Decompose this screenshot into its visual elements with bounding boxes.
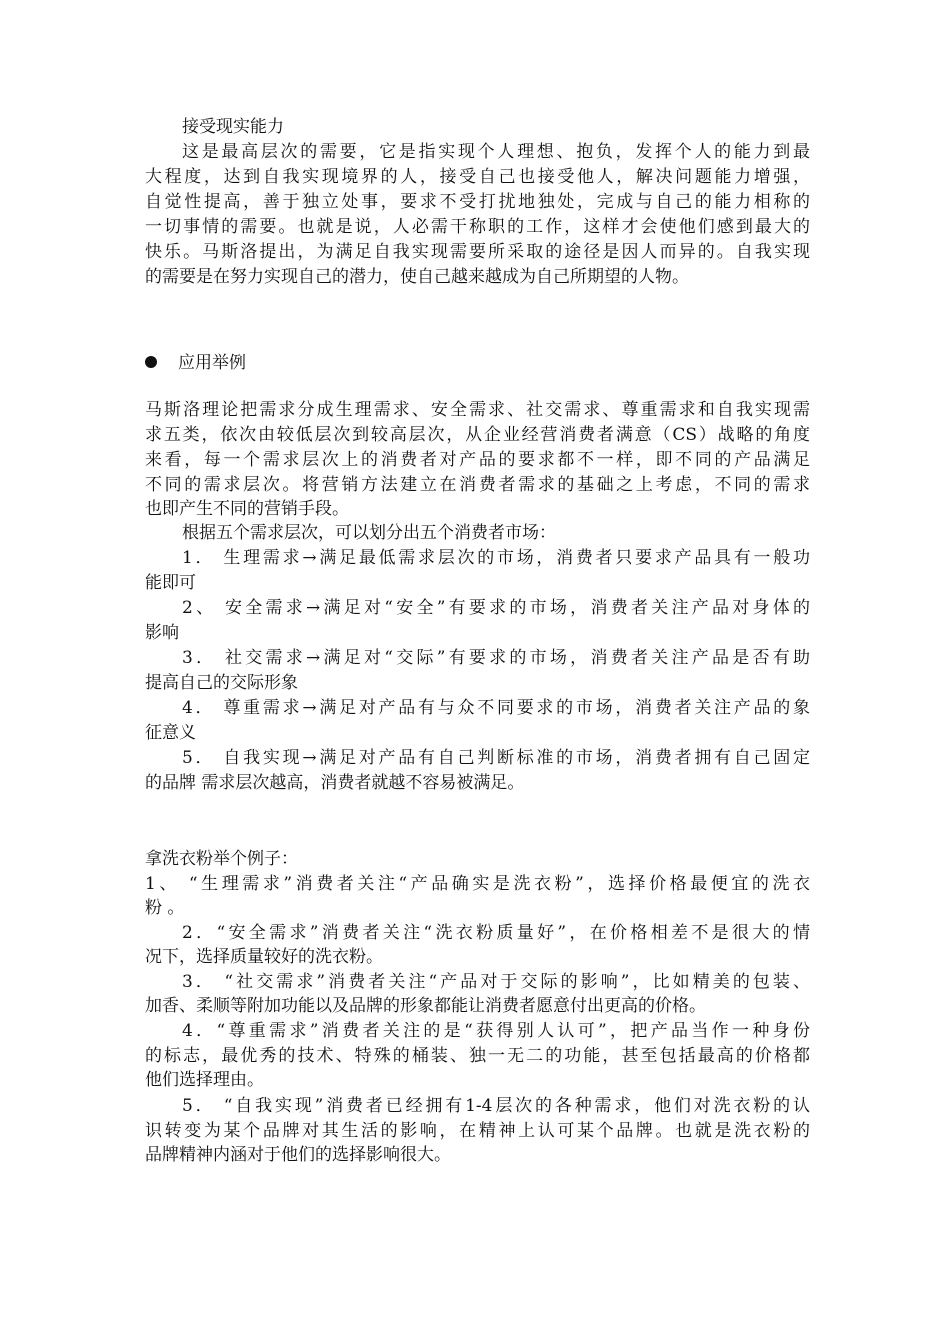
paragraph-line: 来看，每一个需求层次上的消费者对产品的要求都不一样，即不同的产品满足	[145, 450, 810, 470]
paragraph-line: 的需要是在努力实现自己的潜力，使自己越来越成为自己所期望的人物。	[145, 267, 689, 287]
paragraph-line: 马斯洛理论把需求分成生理需求、安全需求、社交需求、尊重需求和自我实现需	[145, 400, 810, 420]
list-item-continuation: 品牌精神内涵对于他们的选择影响很大。	[145, 1145, 451, 1165]
paragraph-line: 求五类，依次由较低层次到较高层次，从企业经营消费者满意（CS）战略的角度	[145, 425, 810, 445]
list-item-continuation: 况下，选择质量较好的洗衣粉。	[145, 947, 383, 967]
list-item-continuation: 的标志，最优秀的技术、特殊的桶装、独一无二的功能，甚至包括最高的价格都	[145, 1046, 810, 1066]
list-item-continuation: 他们选择理由。	[145, 1070, 264, 1090]
list-item: 2．“安全需求”消费者关注“洗衣粉质量好”，在价格相差不是很大的情	[182, 923, 810, 943]
list-item-continuation: 能即可	[145, 573, 196, 593]
paragraph-line: 不同的需求层次。将营销方法建立在消费者需求的基础之上考虑，不同的需求	[145, 475, 810, 495]
list-item-continuation: 征意义	[145, 723, 196, 743]
list-item-continuation: 提高自己的交际形象	[145, 673, 298, 693]
paragraph-line: 这是最高层次的需要，它是指实现个人理想、抱负，发挥个人的能力到最	[182, 142, 810, 162]
paragraph-line: 一切事情的需要。也就是说，人必需干称职的工作，这样才会使他们感到最大的	[145, 217, 810, 237]
list-item: 3． “社交需求”消费者关注“产品对于交际的影响”，比如精美的包装、	[182, 972, 810, 992]
list-item: 2、 安全需求→满足对“安全”有要求的市场，消费者关注产品对身体的	[182, 598, 810, 618]
paragraph-line: 也即产生不同的营销手段。	[145, 499, 349, 519]
list-item-continuation: 粉 。	[145, 898, 185, 918]
section-heading: 拿洗衣粉举个例子：	[145, 849, 298, 869]
list-item: 1、 “生理需求”消费者关注“产品确实是洗衣粉”，选择价格最便宜的洗衣	[145, 874, 810, 894]
paragraph-line: 快乐。马斯洛提出，为满足自我实现需要所采取的途径是因人而异的。自我实现	[145, 242, 810, 262]
paragraph-line: 自觉性提高，善于独立处事，要求不受打扰地独处，完成与自己的能力相称的	[145, 192, 810, 212]
list-item: 3． 社交需求→满足对“交际”有要求的市场，消费者关注产品是否有助	[182, 648, 810, 668]
section-heading: 接受现实能力	[182, 117, 284, 137]
bullet-heading: 应用举例	[178, 353, 246, 373]
bullet-icon	[145, 356, 157, 368]
list-item-continuation: 加香、柔顺等附加功能以及品牌的形象都能让消费者愿意付出更高的价格。	[145, 996, 706, 1016]
list-item: 1． 生理需求→满足最低需求层次的市场，消费者只要求产品具有一般功	[182, 548, 810, 568]
list-item-continuation: 的品牌 需求层次越高，消费者就越不容易被满足。	[145, 773, 525, 793]
list-item: 4． 尊重需求→满足对产品有与众不同要求的市场，消费者关注产品的象	[182, 698, 810, 718]
list-item-continuation: 识转变为某个品牌对其生活的影响，在精神上认可某个品牌。也就是洗衣粉的	[145, 1121, 810, 1141]
list-item: 5． “自我实现”消费者已经拥有1-4层次的各种需求，他们对洗衣粉的认	[182, 1096, 810, 1116]
paragraph-line: 大程度，达到自我实现境界的人，接受自己也接受他人，解决问题能力增强，	[145, 167, 810, 187]
paragraph-line: 根据五个需求层次，可以划分出五个消费者市场：	[182, 523, 556, 543]
list-item: 5． 自我实现→满足对产品有自己判断标准的市场，消费者拥有自己固定	[182, 748, 810, 768]
list-item-continuation: 影响	[145, 623, 179, 643]
list-item: 4．“尊重需求”消费者关注的是“获得别人认可”，把产品当作一种身份	[182, 1021, 810, 1041]
